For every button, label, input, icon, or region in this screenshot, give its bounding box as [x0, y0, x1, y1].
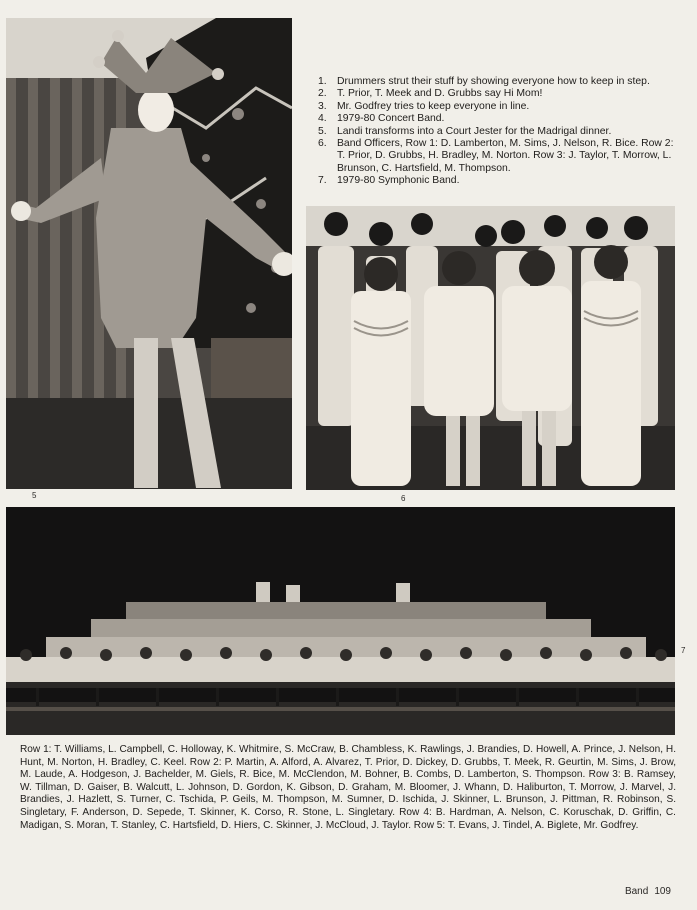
caption-number: 2. — [318, 88, 327, 100]
caption-list — [318, 76, 683, 188]
caption-number: 4. — [318, 113, 327, 125]
band-officers-illustration — [306, 206, 675, 490]
symphonic-band-photo — [6, 507, 675, 735]
caption-item — [318, 126, 683, 138]
caption-item — [318, 138, 683, 175]
page-footer — [619, 886, 671, 897]
caption-text: Mr. Godfrey tries to keep everyone in line. — [337, 100, 530, 112]
caption-text: Band Officers, Row 1: D. Lamberton, M. Sims, J. Nelson, R. Bice. Row 2: T. Prior, D. Grubbs, H. Bradley, M. Norton. Row 3: J. Taylor, T. Morrow, L. Brunson, C. Hartsfield, M. Thompson. — [337, 138, 674, 174]
caption-item — [318, 101, 683, 113]
caption-number: 3. — [318, 100, 327, 112]
figure-number-7: 7 — [681, 646, 686, 655]
caption-number: 7. — [318, 175, 327, 187]
caption-text: 1979-80 Concert Band. — [337, 113, 445, 125]
caption-text: Landi transforms into a Court Jester for the Madrigal dinner. — [337, 125, 612, 137]
jester-photo — [6, 18, 292, 489]
caption-item — [318, 113, 683, 125]
section-name: Band — [624, 886, 649, 897]
symphonic-band-illustration — [6, 507, 675, 735]
jester-photo-illustration — [6, 18, 292, 489]
caption-number: 6. — [318, 138, 327, 150]
caption-number: 1. — [318, 76, 327, 87]
caption-item — [318, 175, 683, 187]
caption-number: 5. — [318, 125, 327, 137]
figure-number-6: 6 — [401, 494, 406, 503]
band-roster: Row 1: T. Williams, L. Campbell, C. Holloway, K. Whitmire, S. McCraw, B. Chambless, K. Rawlings, J. Brandies, D. Howell, A. Prince, J. Nelson, H. Hunt, M. Norton, H. Bradley, C. Keel. Row 2: P. Martin, A. Alford, A. Alvarez, T. Prior, D. Dickey, D. Grubbs, T. Meek, R. Geurtin, M. Sims, J. Brow, M. Laude, A. Hodgeson, J. Bachelder, M. Giels, R. Bice, M. McClendon, M. Bohner, B. Combs, D. Lamberton, S. Thompson. Row 3: B. Ramsey, W. Tillman, D. Gaiser, B. Walcutt, L. Johnson, D. Gordon, K. Gibson, D. Graham, M. Bloomer, J. Whann, D. Haliburton, T. Morrow, J. Marvel, J. Brandies, J. Hazlett, S. Turner, C. Tschida, P. Geils, M. Thompson, M. Sumner, D. Ischida, J. Skinner, L. Brunson, J. Pittman, R. Robinson, S. Singletary, F. Anderson, D. Sepede, T. Skinner, K. Corso, R. Stone, L. Singletary. Row 4: B. Hardman, A. Nelson, C. Koruschak, D. Griffin, C. Madigan, S. Moran, T. Stanley, C. Hartsfield, D. Hiers, C. Skinner, J. McCloud, J. Taylor. Row 5: T. Evans, J. Tindel, A. Biglete, Mr. Godfrey. — [20, 744, 676, 831]
band-officers-photo — [306, 206, 675, 490]
caption-item — [318, 76, 683, 88]
figure-number-5: 5 — [32, 491, 37, 500]
caption-text: Drummers strut their stuff by showing everyone how to keep in step. — [337, 76, 650, 87]
caption-text: 1979-80 Symphonic Band. — [337, 175, 460, 187]
page-number: 109 — [654, 886, 671, 897]
caption-item — [318, 88, 683, 100]
caption-text: T. Prior, T. Meek and D. Grubbs say Hi Mom! — [337, 88, 543, 100]
